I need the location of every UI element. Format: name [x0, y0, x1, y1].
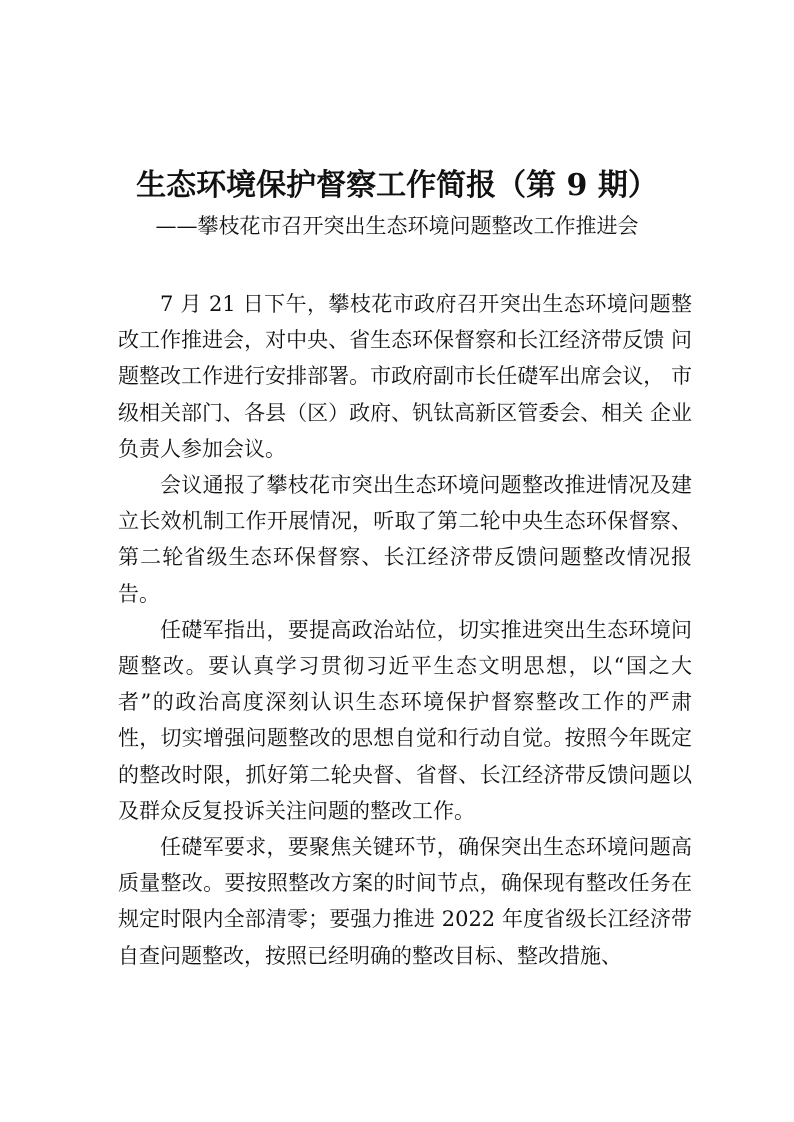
- paragraph: 会议通报了攀枝花市突出生态环境问题整改推进情况及建立长效机制工作开展情况，听取了第二轮中央生态环保督察、第二轮省级生态环保督察、长江经济带反馈问题整改情况报告。: [118, 473, 692, 606]
- paragraph: 任礎军要求，要聚焦关键环节，确保突出生态环境问题高质量整改。要按照整改方案的时间节点，确保现有整改任务在规定时限内全部清零；要强力推进 2022 年度省级长江经济带自查问题整改，按照已经明确的整改目标、整改措施、: [118, 835, 692, 968]
- paragraph: 7 月 21 日下午，攀枝花市政府召开突出生态环境问题整改工作推进会，对中央、省生态环保督察和长江经济带反馈 问题整改工作进行安排部署。市政府副市长任礎军出席会议， 市级相关部门、各县（区）政府、钒钛高新区管委会、相关 企业负责人参加会议。: [118, 292, 692, 461]
- document-body: [118, 286, 692, 974]
- paragraph: 任礎军指出，要提高政治站位，切实推进突出生态环境问题整改。要认真学习贯彻习近平生态文明思想，以“国之大者”的政治高度深刻认识生态环境保护督察整改工作的严肃性，切实增强问题整改的思想自觉和行动自觉。按照今年既定的整改时限，抓好第二轮央督、省督、长江经济带反馈问题以及群众反复投诉关注问题的整改工作。: [118, 617, 692, 823]
- document-subtitle: ——攀枝花市召开突出生态环境问题整改工作推进会: [155, 214, 639, 238]
- document-title: 生态环境保护督察工作简报（第 9 期）: [136, 168, 658, 203]
